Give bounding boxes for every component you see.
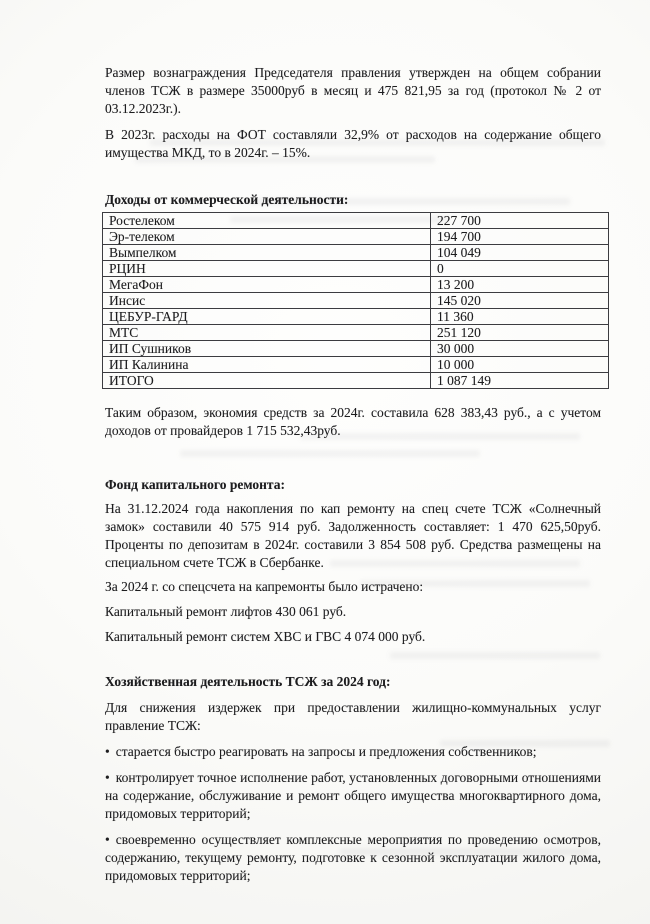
- list-item: [105, 743, 601, 761]
- bullet-marker: •: [105, 832, 110, 847]
- table-row: [103, 293, 609, 309]
- table-row: [103, 309, 609, 325]
- income-amount: 1 087 149: [431, 373, 609, 389]
- heading-capital-fund: Фонд капитального ремонта:: [105, 477, 285, 492]
- paragraph-capital-fund: На 31.12.2024 года накопления по кап ремонту на спец счете ТСЖ «Солнечный замок» составили 40 575 914 руб. Задолженность составляет: 1 470 625,50руб. Проценты по депозитам в 2024г. составили 3 854 508 руб. Средства размещены на специальном счете ТСЖ в Сбербанке.: [105, 501, 601, 570]
- bullet-text: старается быстро реагировать на запросы и предложения собственников;: [115, 744, 537, 759]
- income-source: Ростелеком: [103, 213, 431, 229]
- heading-economic-activity: Хозяйственная деятельность ТСЖ за 2024 год:: [105, 674, 391, 689]
- income-source: Инсис: [103, 293, 431, 309]
- paragraph-spent-intro: За 2024 г. со спецсчета на капремонты было истрачено:: [105, 579, 424, 594]
- income-source: РЦИН: [103, 261, 431, 277]
- paragraph-lift-repair: Капитальный ремонт лифтов 430 061 руб.: [105, 604, 347, 619]
- paragraph-water-systems-repair: Капитальный ремонт систем ХВС и ГВС 4 074 000 руб.: [105, 629, 426, 644]
- paragraph-fot-expenses: В 2023г. расходы на ФОТ составляли 32,9% от расходов на содержание общего имущества МКД, то в 2024г. – 15%.: [105, 127, 601, 160]
- table-row: [103, 357, 609, 373]
- income-source: МегаФон: [103, 277, 431, 293]
- activity-bullet-list: [105, 743, 601, 885]
- income-amount: 11 360: [431, 309, 609, 325]
- income-amount: 30 000: [431, 341, 609, 357]
- table-row: [103, 341, 609, 357]
- table-row: [103, 245, 609, 261]
- table-row: [103, 213, 609, 229]
- paragraph-chairman-reward: Размер вознаграждения Председателя правления утвержден на общем собрании членов ТСЖ в размере 35000руб в месяц и 475 821,95 за год (протокол № 2 от 03.12.2023г.).: [105, 65, 601, 116]
- income-source: Эр-телеком: [103, 229, 431, 245]
- bullet-marker: •: [105, 744, 110, 759]
- income-source: ИП Калинина: [103, 357, 431, 373]
- income-source: ИТОГО: [103, 373, 431, 389]
- income-amount: 10 000: [431, 357, 609, 373]
- list-item: [105, 831, 601, 885]
- income-amount: 145 020: [431, 293, 609, 309]
- income-amount: 0: [431, 261, 609, 277]
- income-source: Вымпелком: [103, 245, 431, 261]
- bullet-text: своевременно осуществляет комплексные мероприятия по проведению осмотров, содержанию, текущему ремонту, подготовке к сезонной эксплуатации жилого дома, придомовых территорий;: [105, 832, 601, 883]
- list-item: [105, 769, 601, 823]
- table-row: [103, 325, 609, 341]
- income-amount: 251 120: [431, 325, 609, 341]
- bullet-marker: •: [105, 770, 110, 785]
- income-amount: 227 700: [431, 213, 609, 229]
- table-row: [103, 261, 609, 277]
- income-source: МТС: [103, 325, 431, 341]
- bullet-text: контролирует точное исполнение работ, установленных договорными отношениями на содержание, обслуживание и ремонт общего имущества многоквартирного дома, придомовых территорий;: [105, 770, 601, 821]
- paragraph-savings: Таким образом, экономия средств за 2024г. составила 628 383,43 руб., а с учетом доходов от провайдеров 1 715 532,43руб.: [105, 405, 601, 438]
- paragraph-activity-intro: Для снижения издержек при предоставлении жилищно-коммунальных услуг правление ТСЖ:: [105, 700, 601, 733]
- table-row: [103, 229, 609, 245]
- income-source: ИП Сушников: [103, 341, 431, 357]
- document-content: [105, 62, 601, 885]
- table-row-total: [103, 373, 609, 389]
- income-amount: 194 700: [431, 229, 609, 245]
- income-table: [102, 212, 609, 389]
- income-source: ЦЕБУР-ГАРД: [103, 309, 431, 325]
- table-row: [103, 277, 609, 293]
- income-amount: 13 200: [431, 277, 609, 293]
- heading-commercial-income: Доходы от коммерческой деятельности:: [105, 192, 349, 207]
- income-amount: 104 049: [431, 245, 609, 261]
